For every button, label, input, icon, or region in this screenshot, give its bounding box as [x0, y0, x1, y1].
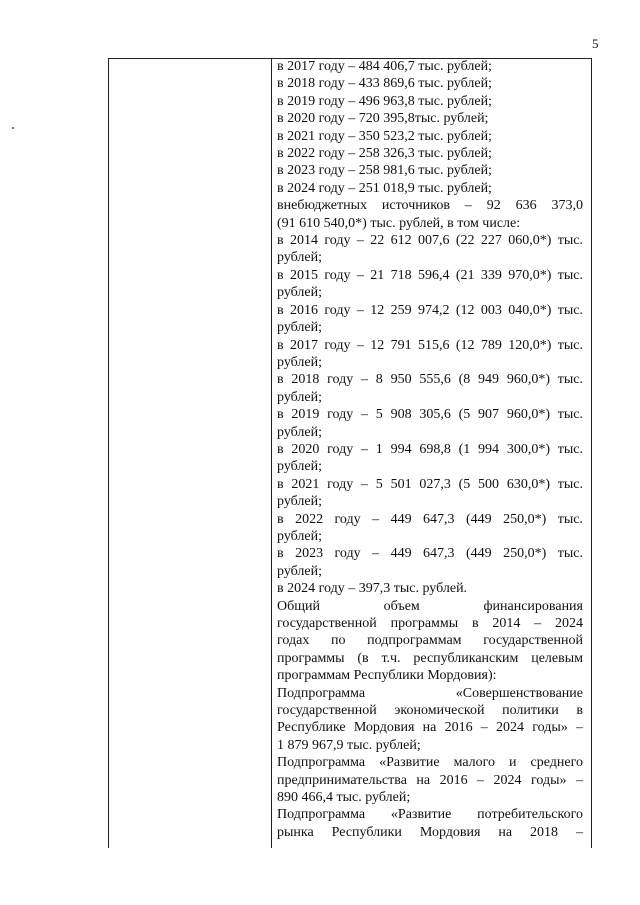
text-line: программам Республики Мордовия): [277, 668, 497, 684]
text-line: рублей; [277, 528, 322, 544]
text-line: в 2024 году – 251 018,9 тыс. рублей; [277, 180, 492, 196]
text-line: годах по подпрограммам государственной [277, 633, 583, 649]
text-line: Республике Мордовия на 2016 – 2024 годы» – [277, 720, 583, 736]
text-line: внебюджетных источников – 92 636 373,0 [277, 198, 583, 214]
text-line: в 2016 году – 12 259 974,2 (12 003 040,0*) тыс. [277, 302, 583, 318]
text-line: Общий объем финансирования [277, 598, 583, 614]
text-line: в 2018 году – 433 869,6 тыс. рублей; [277, 76, 492, 92]
text-line: в 2020 году – 720 395,8тыс. рублей; [277, 111, 489, 127]
text-line: рублей; [277, 424, 322, 440]
text-line: в 2022 году – 258 326,3 тыс. рублей; [277, 146, 492, 162]
text-line: в 2019 году – 5 908 305,6 (5 907 960,0*) тыс. [277, 407, 583, 423]
text-line: в 2021 году – 5 501 027,3 (5 500 630,0*) тыс. [277, 476, 583, 492]
text-line: в 2019 году – 496 963,8 тыс. рублей; [277, 93, 492, 109]
table-left-border [108, 58, 109, 848]
text-line: рублей; [277, 563, 322, 579]
text-line: в 2023 году – 449 647,3 (449 250,0*) тыс. [277, 546, 583, 562]
text-line: программы (в т.ч. республиканским целевым [277, 650, 583, 666]
text-line: 1 879 967,9 тыс. рублей; [277, 737, 421, 753]
text-line: в 2022 году – 449 647,3 (449 250,0*) тыс. [277, 511, 583, 527]
text-line: рынка Республики Мордовия на 2018 – [277, 824, 583, 840]
text-line: государственной экономической политики в [277, 703, 583, 719]
text-line: рублей; [277, 354, 322, 370]
text-line: в 2024 году – 397,3 тыс. рублей. [277, 581, 468, 597]
text-line: (91 610 540,0*) тыс. рублей, в том числе: [277, 215, 521, 231]
text-line: рублей; [277, 320, 322, 336]
text-line: Подпрограмма «Развитие малого и среднего [277, 755, 583, 771]
scan-speck [12, 127, 14, 129]
page-number: 5 [592, 36, 599, 51]
text-line: рублей; [277, 250, 322, 266]
text-line: государственной программы в 2014 – 2024 [277, 616, 583, 631]
text-line: предпринимательства на 2016 – 2024 годы» – [277, 772, 583, 788]
text-line: рублей; [277, 459, 322, 475]
text-line: в 2017 году – 12 791 515,6 (12 789 120,0*) тыс. [277, 337, 583, 353]
table-right-border [591, 58, 592, 848]
text-line: рублей; [277, 285, 322, 301]
text-line: в 2018 году – 8 950 555,6 (8 949 960,0*) тыс. [277, 372, 583, 388]
text-line: Подпрограмма «Совершенствование [277, 685, 583, 701]
text-line: Подпрограмма «Развитие потребительского [277, 807, 583, 823]
text-line: в 2021 году – 350 523,2 тыс. рублей; [277, 128, 492, 144]
text-line: рублей; [277, 494, 322, 510]
table-column-divider [271, 58, 272, 848]
text-line: рублей; [277, 389, 322, 405]
funding-text-cell [277, 58, 583, 841]
text-line: 890 466,4 тыс. рублей; [277, 790, 411, 806]
text-line: в 2023 году – 258 981,6 тыс. рублей; [277, 163, 492, 179]
text-line: в 2017 году – 484 406,7 тыс. рублей; [277, 59, 492, 74]
text-line: в 2015 году – 21 718 596,4 (21 339 970,0*) тыс. [277, 267, 583, 283]
text-line: в 2014 году – 22 612 007,6 (22 227 060,0*) тыс. [277, 233, 583, 249]
text-line: в 2020 году – 1 994 698,8 (1 994 300,0*) тыс. [277, 441, 583, 457]
